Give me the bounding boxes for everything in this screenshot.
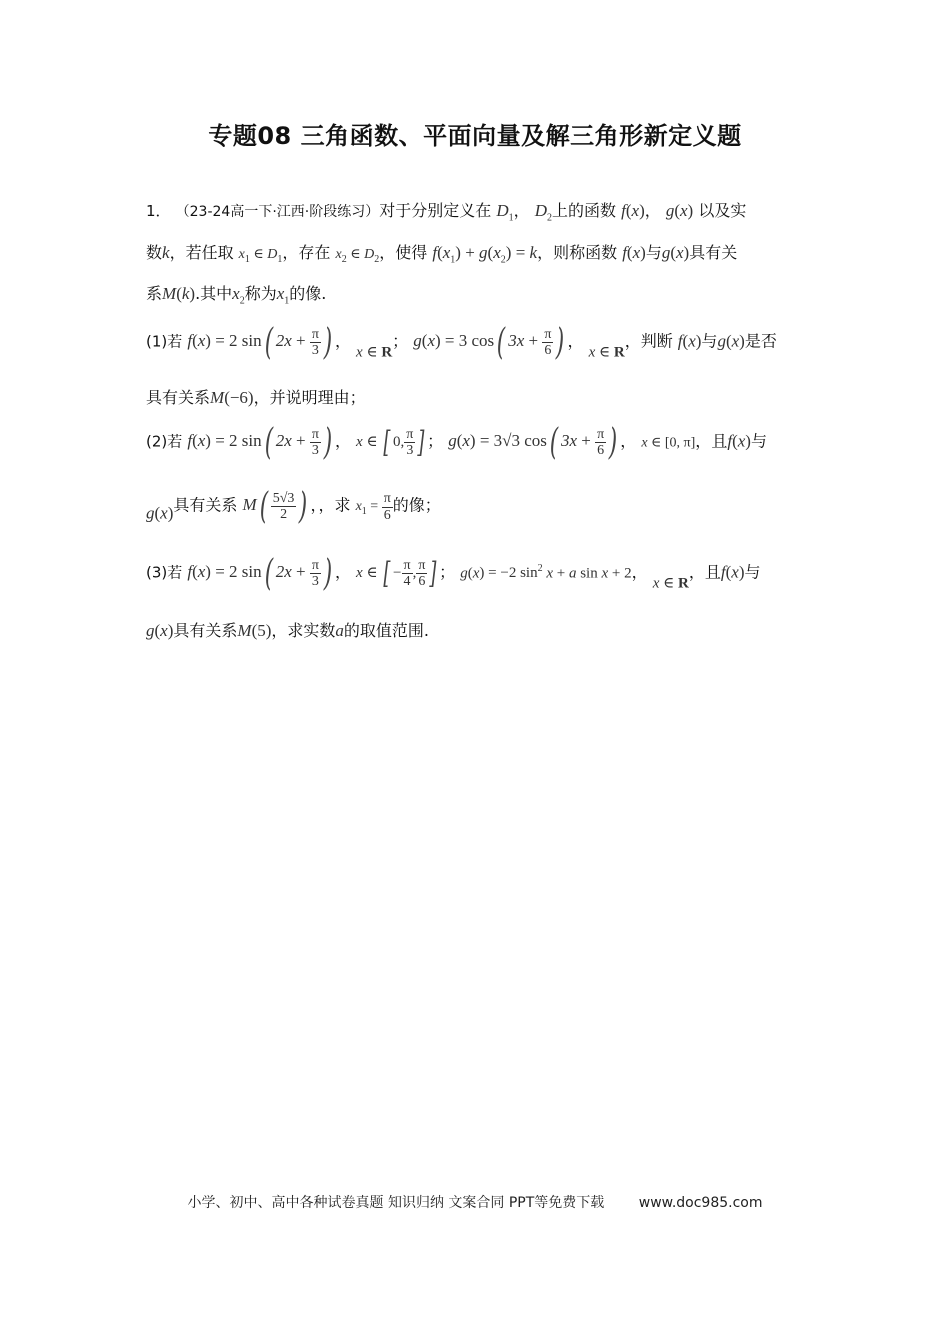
math: f(x) xyxy=(677,331,702,351)
text: 且 xyxy=(711,431,728,451)
math: f(x) = 2 sin( 2x + $\frac{\pi}{3}$ ) xyxy=(187,322,333,363)
text: 系 xyxy=(146,284,163,303)
part-3-line-1: (3)若 f(x) = 2 sin( 2x + $\frac{\pi}{3}$ ) ， x ∈ [ − $\frac{\pi}{4}$ , $\frac{\pi}{6}$ ] ； g(x) = −2 $\sin^2 x + a$ sin x + 2， x ∈ R，且f(x)与 xyxy=(146,553,761,594)
text: ，则称函数 xyxy=(537,243,618,262)
math: f(x) xyxy=(621,201,645,220)
math: g(x) = 3√3 cos( 3x + $\frac{\pi}{6}$ ) xyxy=(448,422,618,463)
math: k xyxy=(162,243,170,262)
question-source: （23-24高一下·江西·阶段练习） xyxy=(175,204,380,220)
text: 的像； xyxy=(392,495,441,515)
text: ，求 xyxy=(318,495,351,515)
math: f(x) xyxy=(622,243,646,262)
math: g(x) = 3 cos( 3x + $\frac{\pi}{6}$ ) xyxy=(413,322,565,363)
part-1-line-2 xyxy=(146,385,806,408)
text: 是否 xyxy=(744,331,777,351)
part-2-label: (2)若 xyxy=(146,432,183,451)
math: M( $\frac{5√3}{2}$ ) xyxy=(242,486,308,527)
text: 的取值范围. xyxy=(343,621,430,640)
part-2-line-2: g(x)具有关系 M( $\frac{5√3}{2}$ ) ，，求 $x_1$ = $\frac{\pi}{6}$ 的像； xyxy=(146,486,441,527)
math: x ∈ [0, π] xyxy=(641,435,696,451)
question-line-2 xyxy=(146,240,806,265)
text: 具有关系 xyxy=(173,621,238,640)
text: 具有关系 xyxy=(173,495,238,515)
page-title: 专题08 三角函数、平面向量及解三角形新定义题 xyxy=(208,122,742,150)
math: x ∈ [ − $\frac{\pi}{4}$ , $\frac{\pi}{6}$ ] xyxy=(356,556,437,592)
text: 的像. xyxy=(289,284,327,303)
text: 数 xyxy=(146,243,163,262)
math: g(x) = −2 $\sin^2 x + a$ sin x + 2 xyxy=(460,563,632,582)
math: f(x) xyxy=(727,431,751,451)
math: x ∈ R xyxy=(356,344,393,361)
question-number: 1． xyxy=(146,202,171,220)
text: 与 xyxy=(744,562,761,582)
math: $x_1$ ∈ $D_1$ xyxy=(238,247,283,265)
math: g(x) xyxy=(146,621,174,640)
math: $D_2$ xyxy=(534,201,552,224)
text: 具有关系 xyxy=(146,388,211,407)
math: g(x) xyxy=(661,243,690,262)
part-2-line-1: (2)若 f(x) = 2 sin( 2x + $\frac{\pi}{3}$ ) ， x ∈ [ 0, $\frac{\pi}{3}$ ] ； g(x) = 3√3 cos( 3x + $\frac{\pi}{6}$ ) ， x ∈ [0, π]，且f(x)与 xyxy=(146,422,767,463)
question-line-3 xyxy=(146,281,806,306)
math: f(x) = 2 sin( 2x + $\frac{\pi}{3}$ ) xyxy=(187,553,333,594)
question-line-1: 1． （23-24高一下·江西·阶段练习）对于分别定义在 $D_1$， $D_2$上的函数 f(x)， g(x) 以及实 xyxy=(146,201,747,224)
math: f(x) = 2 sin( 2x + $\frac{\pi}{3}$ ) xyxy=(187,422,333,463)
text: ，使得 xyxy=(379,243,428,262)
math: x ∈ R xyxy=(588,344,625,361)
math: g(x) xyxy=(146,503,174,523)
part-1-line-1: (1)若 f(x) = 2 sin( 2x + $\frac{\pi}{3}$ ) ， x ∈ R； g(x) = 3 cos( 3x + $\frac{\pi}{6}$ ) ， x ∈ R，判断 f(x)与g(x)是否 xyxy=(146,322,777,363)
text: 具有关 xyxy=(689,243,738,262)
footer-text: 小学、初中、高中各种试卷真题 知识归纳 文案合同 PPT等免费下载 xyxy=(187,1195,605,1211)
math: f(x) xyxy=(720,562,745,582)
text: ，判断 xyxy=(624,331,673,351)
math: $f(x_1) + g(x_2) = k$ xyxy=(432,243,538,266)
math: g(x) xyxy=(665,201,694,220)
math: $x_2$ ∈ $D_2$ xyxy=(335,247,380,265)
math: M(k) xyxy=(162,284,196,303)
math: $x_1$ = $\frac{\pi}{6}$ xyxy=(355,491,391,523)
math: $x_2$ xyxy=(232,284,245,307)
text: 对于分别定义在 xyxy=(379,201,492,220)
text: ，求实数 xyxy=(271,621,336,640)
math: a xyxy=(335,621,344,640)
part-3-label: (3)若 xyxy=(146,563,183,582)
part-3-line-2 xyxy=(146,618,806,641)
text: 称为 xyxy=(244,284,277,303)
part-1-label: (1)若 xyxy=(146,332,183,351)
footer-link[interactable]: www.doc985.com xyxy=(638,1195,763,1211)
math: M(−6) xyxy=(210,388,254,407)
text: ，并说明理由； xyxy=(253,388,366,407)
text: 且 xyxy=(704,562,721,582)
math: $x_1$ xyxy=(276,284,290,307)
text: 与 xyxy=(701,331,718,351)
text: ，若任取 xyxy=(169,243,234,262)
math: x ∈ R xyxy=(652,575,689,592)
math: $D_1$ xyxy=(496,201,514,224)
text: 以及实 xyxy=(698,201,747,220)
text: 与 xyxy=(645,243,662,262)
math: x ∈ [ 0, $\frac{\pi}{3}$ ] xyxy=(356,425,425,461)
text: .其中 xyxy=(195,284,233,303)
text: ，存在 xyxy=(282,243,331,262)
math: M(5) xyxy=(237,621,272,640)
math: g(x) xyxy=(717,331,745,351)
page-footer xyxy=(0,1192,950,1212)
text: 上的函数 xyxy=(552,201,617,220)
text: 与 xyxy=(750,431,767,451)
